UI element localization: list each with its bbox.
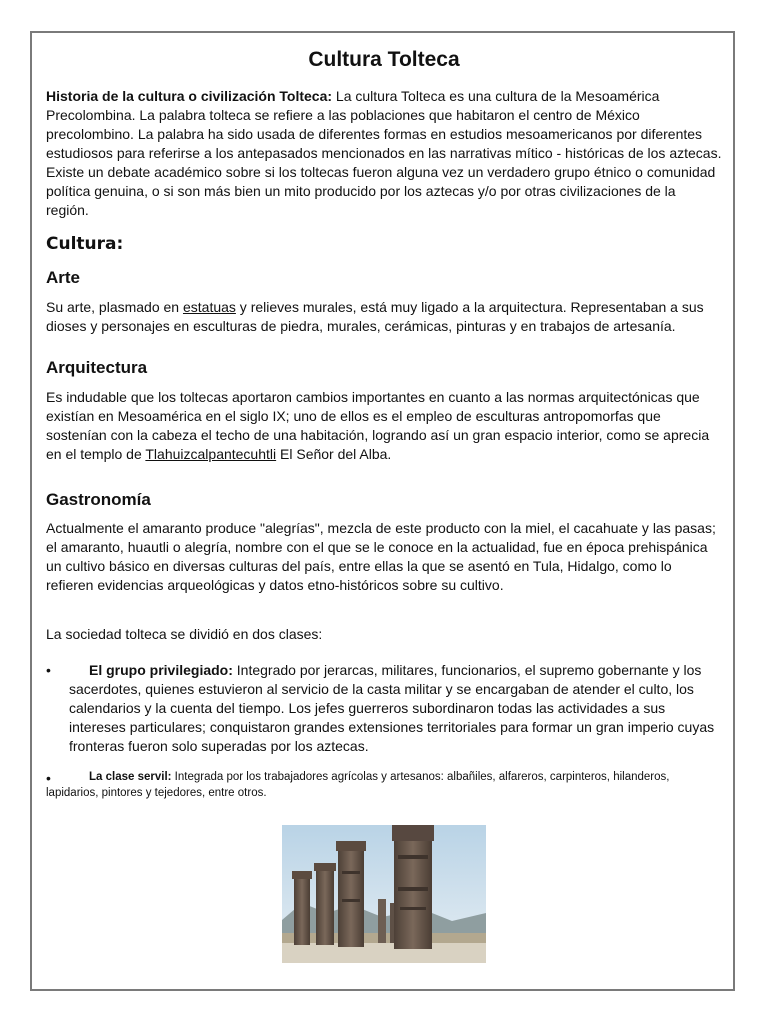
bullet-symbol-1: •	[46, 662, 51, 678]
arquitectura-text-after: El Señor del Alba.	[276, 446, 392, 462]
bullet-privilegiado-label: El grupo privilegiado:	[89, 662, 233, 678]
sociedad-intro: La sociedad tolteca se dividió en dos clases:	[46, 626, 323, 642]
bullet-symbol-2: •	[46, 770, 51, 786]
intro-text: La cultura Tolteca es una cultura de la Mesoamérica Precolombina. La palabra tolteca se refiere a las poblaciones que habitaron el centro de México precolombino. La palabra ha sido usada de diferentes formas en estudios mesoamericanos por diferentes estudiosos para referirse a los antepasados mencionados en las narrativas mítico - históricas de los aztecas. Existe un debate académico sobre si los toltecas fueron alguna vez un verdadero grupo étnico o comunidad política genuina, o si son más bien un mito producido por los aztecas y/o por otras civilizaciones de la región.	[46, 88, 722, 218]
atlantes-image	[282, 825, 486, 963]
gastronomia-heading: Gastronomía	[46, 490, 151, 509]
estatuas-link[interactable]: estatuas	[182, 299, 236, 315]
bullet-servil-text: Integrada por los trabajadores agrícolas y artesanos: albañiles, alfareros, carpinteros, hilanderos, lapidarios, pintores y tejedores, entre otros.	[46, 771, 670, 799]
tlahuizcalpantecuhtli-link[interactable]: Tlahuizcalpantecuhtli	[145, 446, 277, 462]
intro-bold-lead: Historia de la cultura o civilización Tolteca:	[46, 88, 333, 104]
atlantes-photo	[282, 825, 486, 963]
arquitectura-paragraph	[46, 388, 722, 464]
cultura-heading: Cultura:	[46, 234, 124, 254]
document-title: Cultura Tolteca	[308, 48, 460, 71]
bullet-privilegiado	[69, 661, 719, 756]
intro-paragraph	[46, 87, 722, 220]
arte-paragraph	[46, 298, 722, 336]
arte-text-before: Su arte, plasmado en	[46, 299, 183, 315]
arte-text-after: y relieves murales, está muy ligado a la arquitectura. Representaban a sus dioses y personajes en esculturas de piedra, murales, cerámicas, pinturas y en trabajos de artesanía.	[46, 299, 704, 334]
arquitectura-heading: Arquitectura	[46, 358, 148, 377]
bullet-servil	[46, 769, 722, 801]
arte-heading: Arte	[46, 268, 81, 287]
gastronomia-paragraph: Actualmente el amaranto produce "alegrías", mezcla de este producto con la miel, el cacahuate y las pasas; el amaranto, huautli o alegría, nombre con el que se le conoce en la actualidad, fue en época prehispánica un cultivo básico en diversas culturas del país, entre ellas la que se asentó en Tula, Hidalgo, como lo refieren evidencias arqueológicas y datos etno-históricos sobre su cultivo.	[46, 520, 716, 593]
arquitectura-text-before: Es indudable que los toltecas aportaron cambios importantes en cuanto a las normas arquitectónicas que existían en Mesoamérica en el siglo IX; uno de ellos es el empleo de esculturas antropomorfas que sostenían con la cabeza el techo de una habitación, logrando así un gran espacio interior, como se aprecia en el templo de	[46, 389, 710, 462]
bullet-privilegiado-text: Integrado por jerarcas, militares, funcionarios, el supremo gobernante y los sacerdotes, quienes estuvieron al servicio de la casta militar y se encargaban de atender el culto, los calendarios y la cuenta del tiempo. Los jefes guerreros subordinaron todas las actividades a sus intereses particulares; conquistaron grandes extensiones territoriales para formar un gran imperio cuyas fronteras fueron solo superadas por los aztecas.	[69, 662, 715, 754]
bullet-servil-label: La clase servil:	[89, 771, 172, 783]
